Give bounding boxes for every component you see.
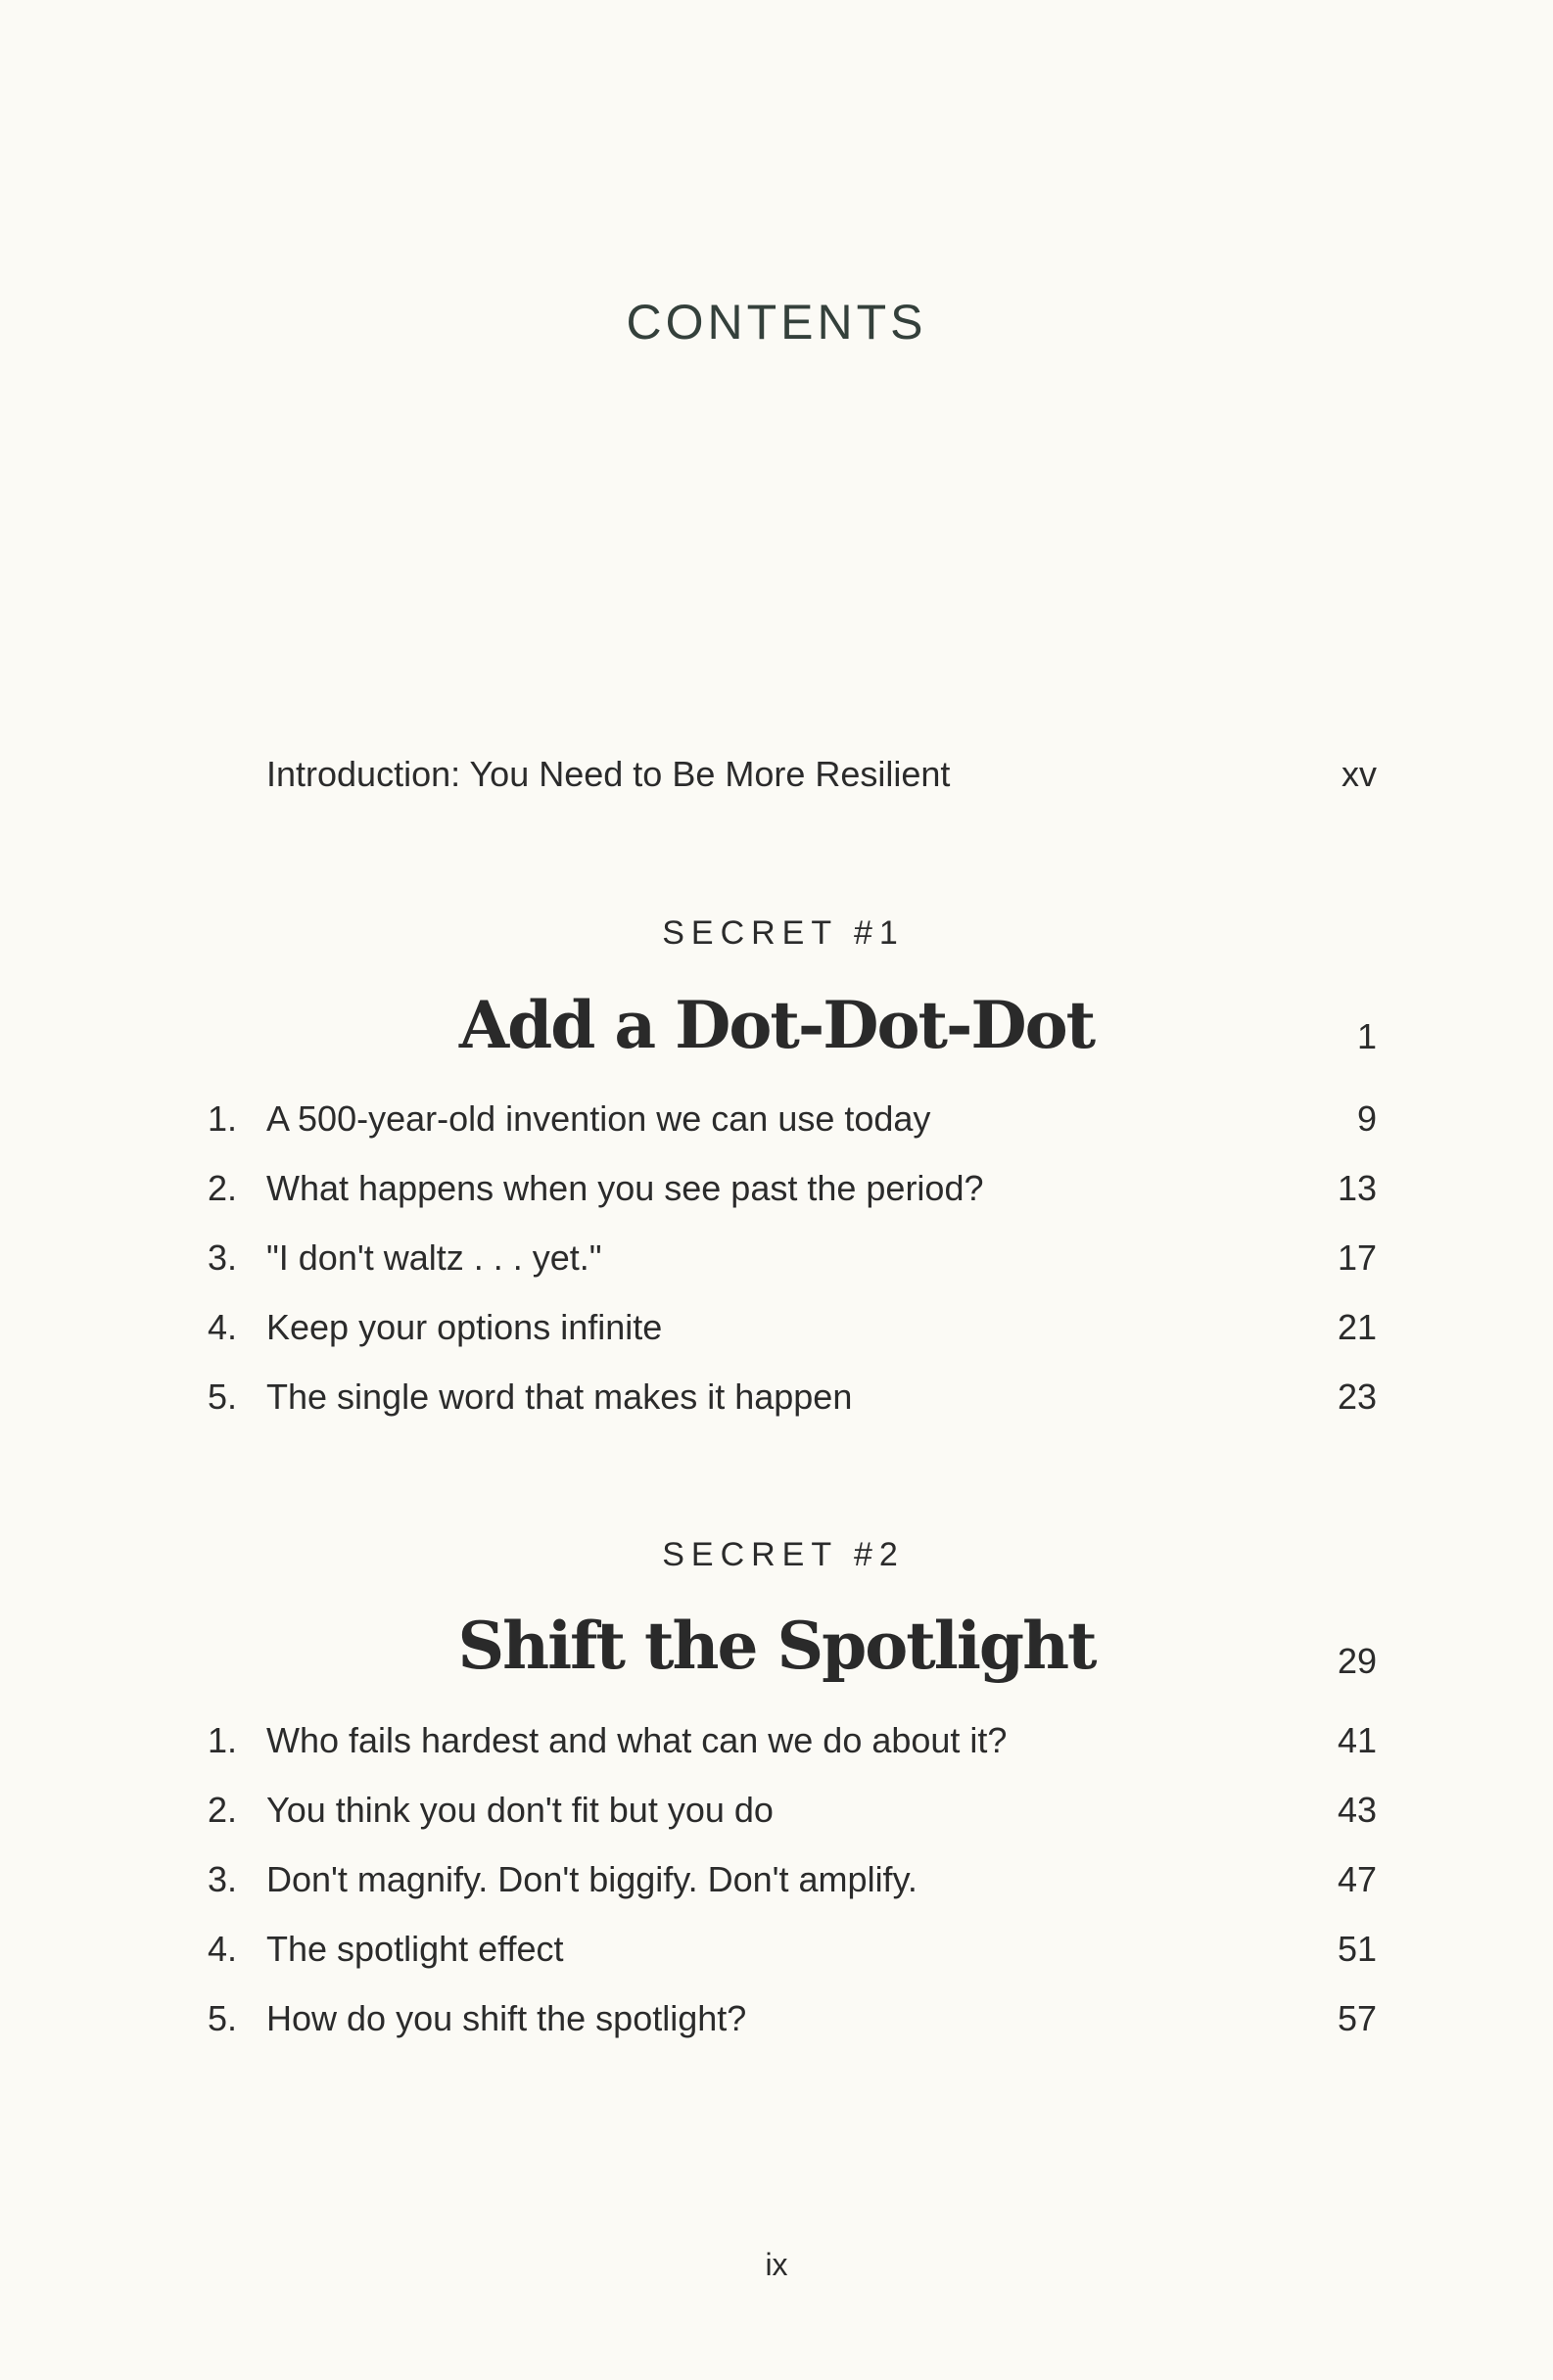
entry-page: xv: [1341, 754, 1377, 794]
section-label: SECRET #1: [662, 914, 905, 952]
entry-title: Keep your options infinite: [266, 1307, 663, 1347]
page-title: CONTENTS: [626, 295, 927, 350]
entry-page: 23: [1337, 1377, 1377, 1417]
entry-page: 13: [1337, 1168, 1377, 1208]
entry-number: 4.: [208, 1307, 238, 1347]
entry-title: A 500-year-old invention we can use today: [266, 1098, 931, 1139]
entry-title: How do you shift the spotlight?: [266, 1998, 747, 2038]
entry-number: 2.: [208, 1790, 238, 1830]
entry-title: The single word that makes it happen: [266, 1377, 853, 1417]
toc-entry[interactable]: [0, 1377, 1553, 1425]
entry-page: 43: [1337, 1790, 1377, 1830]
section-page: 29: [1337, 1641, 1377, 1681]
entry-title: Don't magnify. Don't biggify. Don't amplify.: [266, 1859, 918, 1899]
toc-entry[interactable]: [0, 1098, 1553, 1147]
toc-entry[interactable]: [0, 1790, 1553, 1839]
entry-page: 47: [1337, 1859, 1377, 1899]
entry-page: 9: [1356, 1098, 1377, 1139]
section-page-row: [0, 1641, 1553, 1690]
entry-number: 3.: [208, 1237, 238, 1278]
toc-entry[interactable]: [0, 1237, 1553, 1286]
entry-number: 3.: [208, 1859, 238, 1899]
entry-title: What happens when you see past the period?: [266, 1168, 984, 1208]
section-page-row: [0, 1016, 1553, 1065]
entry-page: 17: [1337, 1237, 1377, 1278]
toc-entry[interactable]: [0, 1307, 1553, 1356]
entry-page: 57: [1337, 1998, 1377, 2038]
entry-title: Who fails hardest and what can we do about it?: [266, 1720, 1008, 1760]
entry-number: 1.: [208, 1098, 238, 1139]
entry-page: 21: [1337, 1307, 1377, 1347]
toc-entry[interactable]: [0, 1998, 1553, 2047]
entry-number: 5.: [208, 1377, 238, 1417]
entry-title: The spotlight effect: [266, 1929, 564, 1969]
entry-number: 2.: [208, 1168, 238, 1208]
section-label: SECRET #2: [662, 1536, 905, 1573]
toc-entry-introduction[interactable]: [0, 754, 1553, 803]
section-title: Shift the Spotlight: [457, 1608, 1096, 1684]
toc-entry[interactable]: [0, 1168, 1553, 1217]
section-page: 1: [1356, 1016, 1377, 1056]
entry-number: 4.: [208, 1929, 238, 1969]
toc-entry[interactable]: [0, 1720, 1553, 1769]
toc-entry[interactable]: [0, 1859, 1553, 1908]
entry-number: 5.: [208, 1998, 238, 2038]
entry-title: Introduction: You Need to Be More Resilient: [266, 754, 951, 794]
entry-title: "I don't waltz . . . yet.": [266, 1237, 602, 1278]
toc-entry[interactable]: [0, 1929, 1553, 1978]
entry-number: 1.: [208, 1720, 238, 1760]
entry-title: You think you don't fit but you do: [266, 1790, 774, 1830]
entry-page: 41: [1337, 1720, 1377, 1760]
page-number: ix: [765, 2247, 788, 2282]
entry-page: 51: [1337, 1929, 1377, 1969]
section-title: Add a Dot-Dot-Dot: [458, 987, 1095, 1063]
